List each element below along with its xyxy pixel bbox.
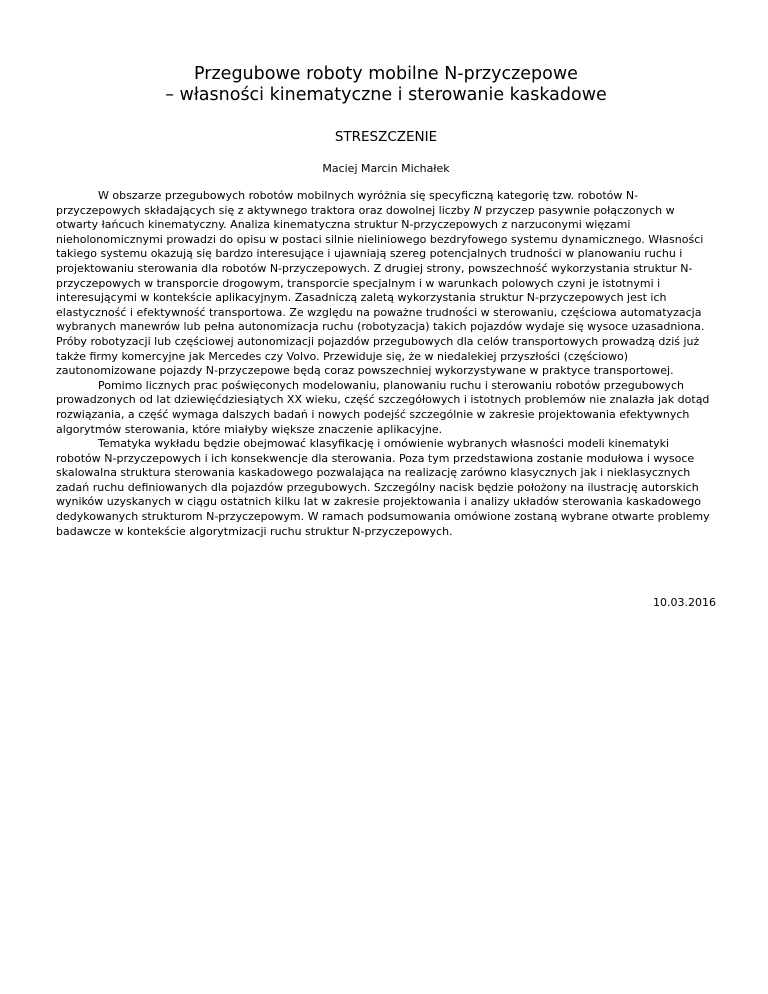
author-name: Maciej Marcin Michałek (322, 162, 450, 175)
document-date: 10.03.2016 (653, 596, 716, 609)
abstract-paragraph-3: Tematyka wykładu będzie obejmować klasyfikację i omówienie wybranych własności modeli kinematyki robotów N-przyczepowych i ich konsekwencje dla sterowania. Poza tym przedstawiona zostanie modułowa i wysoce skalowalna struktura sterowania kaskadowego pozwalająca na realizację zarówno klasycznych jak i nieklasycznych zadań ruchu definiowanych dla pojazdów przegubowych. Szczególny nacisk będzie położony na ilustrację autorskich wyników uzyskanych w ciągu ostatnich kilku lat w zakresie projektowania i analizy układów sterowania kaskadowego dedykowanych strukturom N-przyczepowym. W ramach podsumowania omówione zostaną wybrane otwarte problemy badawcze w kontekście algorytmizacji ruchu struktur N-przyczepowych. (56, 437, 710, 538)
paragraph-1-italic-n: N (473, 203, 482, 217)
paragraph-1-part-b: przyczep pasywnie połączonych w otwarty łańcuch kinematyczny. Analiza kinematyczna struktur N-przyczepowych z narzuconymi więzami nieholonomicznymi prowadzi do opisu w postaci silnie nieliniowego bezdryfowego systemu dynamicznego. Własności takiego systemu okazują się bardzo interesujące i ujawniają szereg potencjalnych trudności w planowaniu ruchu i projektowaniu sterowania dla robotów N-przyczepowych. Z drugiej strony, powszechność wykorzystania struktur N-przyczepowych w transporcie drogowym, transporcie specjalnym i w warunkach polowych czyni je istotnymi i interesującymi w kontekście aplikacyjnym. Zasadniczą zaletą wykorzystania struktur N-przyczepowych jest ich elastyczność i efektywność transportowa. Ze względu na poważne trudności w sterowaniu, częściowa automatyzacja wybranych manewrów lub pełna autonomizacja ruchu (robotyzacja) takich pojazdów wydaje się wysoce uzasadniona. Próby robotyzacji lub częściowej autonomizacji pojazdów przegubowych dla celów transportowych prowadzą dziś już także firmy komercyjne jak Mercedes czy Volvo. Przewiduje się, że w niedalekiej przyszłości (częściowo) zautonomizowane pojazdy N-przyczepowe będą coraz powszechniej wykorzystywane w praktyce transportowej. (56, 203, 705, 378)
section-heading: STRESZCZENIE (334, 129, 438, 145)
title-line-2: – własności kinematyczne i sterowanie kaskadowe (165, 85, 607, 105)
paragraph-1-part-a: W obszarze przegubowych robotów mobilnych wyróżnia się specyficzną kategorię tzw. robotów N-przyczepowych składających się z aktywnego traktora oraz dowolnej liczby (56, 189, 639, 217)
abstract-paragraph-1 (56, 189, 716, 379)
abstract-body (56, 189, 716, 539)
document-title (56, 64, 716, 106)
document-page (56, 64, 716, 539)
title-line-1: Przegubowe roboty mobilne N-przyczepowe (194, 64, 578, 84)
abstract-paragraph-2: Pomimo licznych prac poświęconych modelowaniu, planowaniu ruchu i sterowaniu robotów przegubowych prowadzonych od lat dziewięćdziesiątych XX wieku, część szczegółowych i istotnych problemów nie znalazła jak dotąd rozwiązania, a część wymaga dalszych badań i nowych podejść szczególnie w zakresie projektowania efektywnych algorytmów sterowania, które miałyby większe znaczenie aplikacyjne. (56, 378, 710, 436)
